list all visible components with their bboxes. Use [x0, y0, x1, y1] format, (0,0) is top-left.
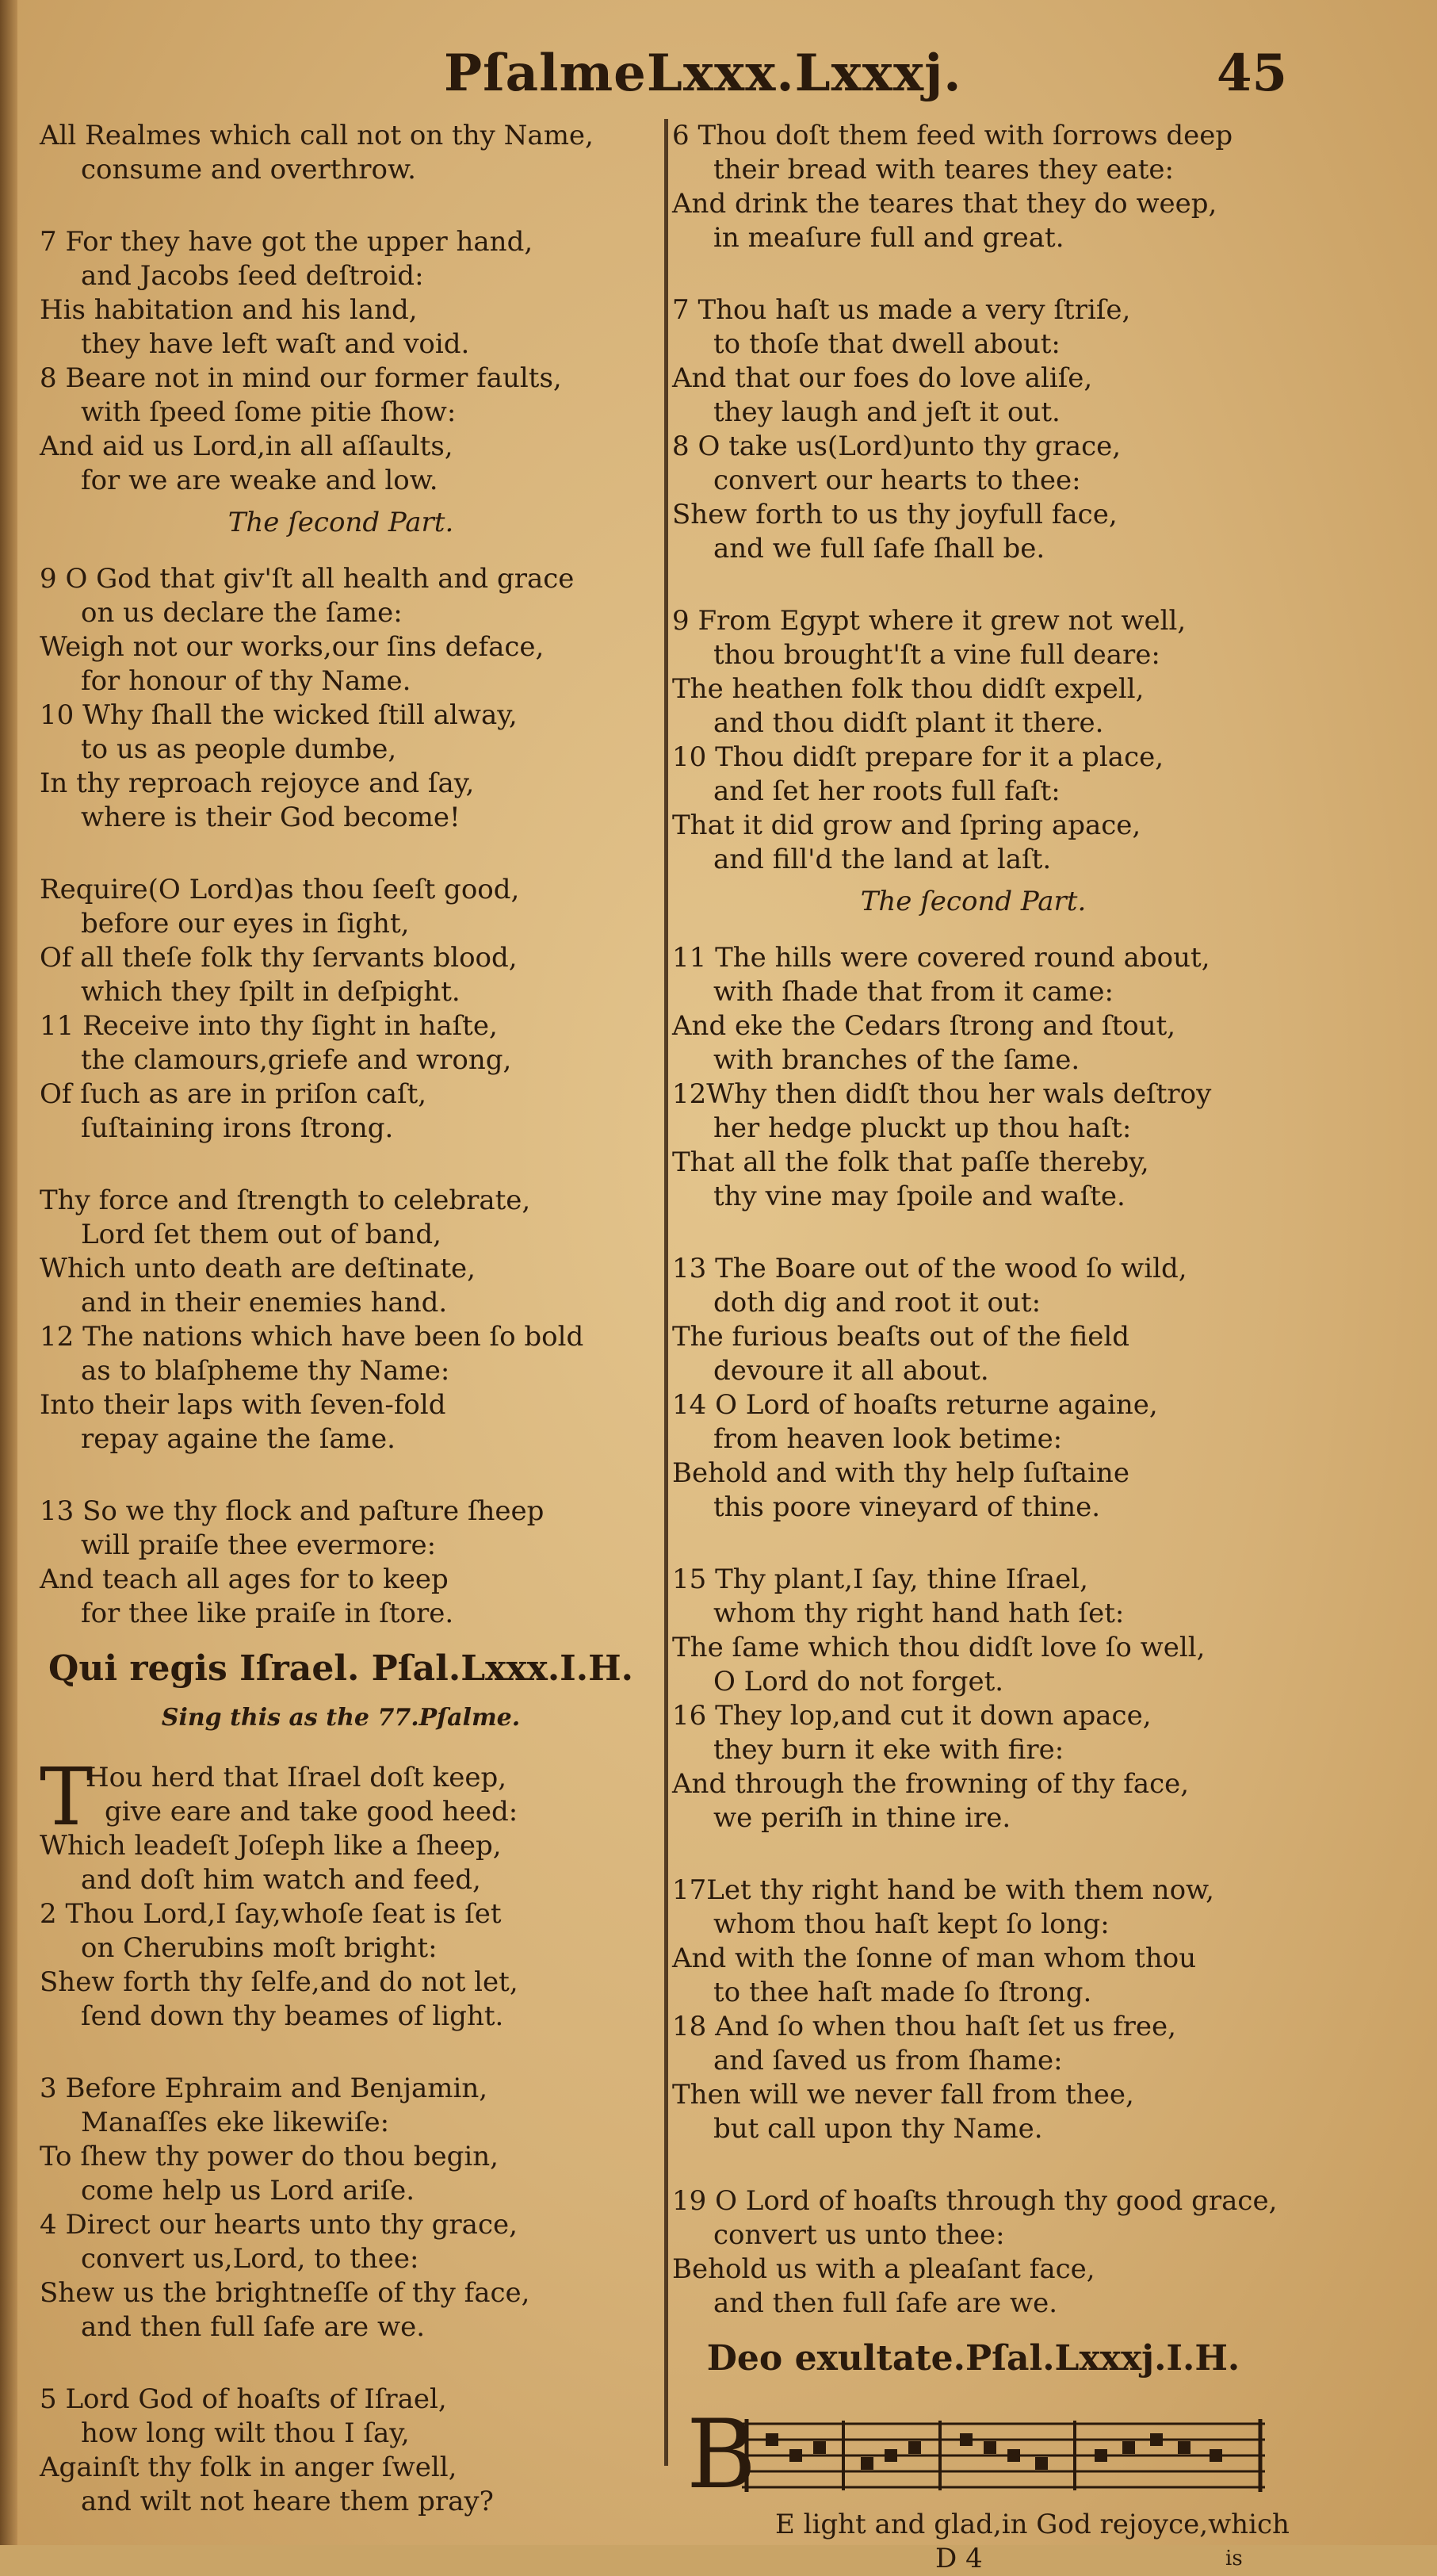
stanza — [672, 1563, 1275, 1835]
verse-line: and we full ſafe ſhall be. — [713, 533, 1045, 565]
verse-line: with ſhade that from it came: — [713, 976, 1114, 1008]
verse-line: her hedge pluckt up thou haſt: — [713, 1112, 1132, 1144]
verse-line: from heaven look betime: — [713, 1423, 1063, 1455]
verse-line: 3 Before Ephraim and Benjamin, — [40, 2073, 488, 2104]
verse-line: His habitation and his land, — [40, 294, 418, 326]
verse-line: 11 Receive into thy ſight in haſte, — [40, 1010, 498, 1042]
verse-line: convert us,Lord, to thee: — [81, 2243, 419, 2275]
verse-line: with ſpeed ſome pitie ſhow: — [81, 396, 457, 428]
verse-line: to thee haſt made ſo ſtrong. — [713, 1977, 1092, 2008]
verse-line: how long wilt thou I ſay, — [81, 2417, 410, 2449]
verse-line: 9 O God that giv'ſt all health and grace — [40, 563, 575, 595]
verse-line: 8 Beare not in mind our former faults, — [40, 362, 562, 394]
verse-line: consume and overthrow. — [81, 154, 416, 186]
verse-line: Which leadeſt Joſeph like a ſheep, — [40, 1830, 502, 1862]
verse-line: for thee like praiſe in ſtore. — [81, 1598, 454, 1629]
lyric-line: E light and glad,in God rejoyce,which — [775, 2509, 1290, 2540]
verse-line: Manaſſes eke likewiſe: — [81, 2107, 390, 2138]
verse-line: And aid us Lord,in all aſſaults, — [40, 431, 453, 462]
running-title: PſalmeLxxx.Lxxxj. — [444, 44, 962, 103]
verse-line: they have left waſt and void. — [81, 328, 470, 360]
verse-line: Of ſuch as are in priſon caſt, — [40, 1078, 427, 1110]
stanza — [672, 293, 1275, 566]
verse-line: 19 O Lord of hoaſts through thy good grace, — [672, 2185, 1278, 2217]
verse-line: ſuſtaining irons ſtrong. — [81, 1112, 394, 1144]
verse-line: repay againe the ſame. — [81, 1423, 396, 1455]
verse-line: and ſet her roots full faſt: — [713, 775, 1061, 807]
verse-line: Of all theſe folk thy ſervants blood, — [40, 942, 518, 974]
verse-line: doth dig and root it out: — [713, 1287, 1041, 1319]
verse-line: To ſhew thy power do thou begin, — [40, 2141, 499, 2172]
stanza — [40, 873, 642, 1146]
verse-line: they laugh and jeſt it out. — [713, 396, 1061, 428]
verse-line: The furious beaſts out of the field — [672, 1321, 1130, 1353]
verse-line: That it did grow and ſpring apace, — [672, 810, 1141, 841]
verse-line: this poore vineyard of thine. — [713, 1491, 1101, 1523]
verse-line: Into their laps with ſeven-fold — [40, 1389, 446, 1421]
verse-line: whom thy right hand hath ſet: — [713, 1598, 1125, 1629]
psalm-heading: Deo exultate.Pſal.Lxxxj.I.H. — [706, 2338, 1240, 2379]
verse-line: with branches of the ſame. — [713, 1044, 1080, 1076]
stanza — [40, 2072, 642, 2344]
left-column — [40, 119, 642, 2517]
verse-line: and ſaved us from ſhame: — [713, 2045, 1063, 2076]
verse-line: That all the folk that paſſe thereby, — [672, 1146, 1149, 1178]
verse-line: as to blaſpheme thy Name: — [81, 1355, 450, 1387]
running-header — [0, 44, 1437, 115]
tune-direction: Sing this as the 77.Pſalme. — [161, 1704, 521, 1732]
verse-line: thy vine may ſpoile and waſte. — [713, 1181, 1126, 1212]
verse-line: on us declare the ſame: — [81, 597, 403, 629]
page-number: 45 — [1217, 44, 1288, 103]
stanza — [672, 119, 1275, 255]
verse-line: Shew forth thy ſelfe,and do not let, — [40, 1966, 518, 1998]
verse-line: and then full ſafe are we. — [81, 2311, 426, 2343]
verse-line: Require(O Lord)as thou ſeeſt good, — [40, 874, 520, 905]
verse-line: and wilt not heare them pray? — [81, 2486, 494, 2517]
music-staff-block — [672, 2400, 1275, 2510]
verse-line: And through the frowning of thy face, — [672, 1768, 1190, 1800]
verse-line: Hou herd that Iſrael doſt keep, — [86, 1762, 507, 1793]
verse-line: come help us Lord ariſe. — [81, 2175, 415, 2207]
verse-line: The heathen folk thou didſt expell, — [672, 673, 1145, 705]
verse-line: And with the ſonne of man whom thou — [672, 1943, 1197, 1974]
signature-line — [672, 2542, 1275, 2576]
music-initial: B — [686, 2400, 757, 2510]
verse-line: 15 Thy plant,I ſay, thine Iſrael, — [672, 1564, 1088, 1595]
verse-line: 11 The hills were covered round about, — [672, 942, 1210, 974]
verse-line: whom thou haſt kept ſo long: — [713, 1908, 1110, 1940]
psalm80-end-stanzas — [40, 119, 642, 498]
verse-line: All Realmes which call not on thy Name, — [40, 120, 594, 151]
verse-line: convert us unto thee: — [713, 2219, 1005, 2251]
verse-line: the clamours,griefe and wrong, — [81, 1044, 512, 1076]
verse-line: which they ſpilt in deſpight. — [81, 976, 461, 1008]
verse-line: to us as people dumbe, — [81, 733, 397, 765]
verse-line: 17Let thy right hand be with them now, — [672, 1874, 1214, 1906]
verse-line: and Jacobs ſeed deſtroid: — [81, 260, 424, 292]
psalm-heading: Qui regis Iſrael. Pſal.Lxxx.I.H. — [48, 1648, 633, 1689]
stanza — [672, 604, 1275, 877]
stanza — [672, 1874, 1275, 2146]
drop-capital: T — [40, 1751, 93, 1843]
verse-line: 13 So we thy flock and paſture ſheep — [40, 1495, 545, 1527]
verse-line: and then full ſafe are we. — [713, 2287, 1058, 2319]
verse-line: And that our foes do love aliſe, — [672, 362, 1093, 394]
verse-line: their bread with teares they eate: — [713, 154, 1174, 186]
stanza — [40, 1495, 642, 1631]
verse-line: 14 O Lord of hoaſts returne againe, — [672, 1389, 1158, 1421]
verse-line: Then will we never fall from thee, — [672, 2079, 1134, 2111]
catchword: is — [1225, 2547, 1243, 2570]
verse-line: thou brought'ſt a vine full deare: — [713, 639, 1160, 671]
verse-line: to thoſe that dwell about: — [713, 328, 1061, 360]
verse-line: and doſt him watch and feed, — [81, 1864, 481, 1896]
verse-line: in meaſure full and great. — [713, 222, 1064, 254]
column-rule — [664, 119, 668, 2466]
verse-line: And drink the teares that they do weep, — [672, 188, 1217, 220]
verse-line: Which unto death are deſtinate, — [40, 1253, 476, 1284]
verse-line: ſend down thy beames of light. — [81, 2000, 504, 2032]
stanza — [672, 1252, 1275, 1525]
verse-line: Behold and with thy help ſuſtaine — [672, 1457, 1129, 1489]
stanza — [672, 941, 1275, 1214]
verse-line: convert our hearts to thee: — [713, 465, 1081, 496]
part-label: The ſecond Part. — [227, 507, 454, 538]
verse-line: 7 Thou haſt us made a very ſtriſe, — [672, 294, 1131, 326]
verse-line: for honour of thy Name. — [81, 665, 411, 697]
verse-line: for we are weake and low. — [81, 465, 438, 496]
verse-line: Shew forth to us thy joyfull face, — [672, 499, 1118, 530]
stanza — [672, 2184, 1278, 2321]
verse-line: before our eyes in ſight, — [81, 908, 410, 940]
verse-line: devoure it all about. — [713, 1355, 989, 1387]
stanza — [40, 2383, 642, 2519]
verse-line: 10 Why ſhall the wicked ſtill alway, — [40, 699, 518, 731]
verse-line: Behold us with a pleaſant face, — [672, 2253, 1095, 2285]
verse-line: we periſh in thine ire. — [713, 1802, 1011, 1834]
verse-line: and fill'd the land at laſt. — [713, 844, 1052, 875]
verse-line: 9 From Egypt where it grew not well, — [672, 605, 1187, 637]
verse-line: and thou didſt plant it there. — [713, 707, 1104, 739]
verse-line: 10 Thou didſt prepare for it a place, — [672, 741, 1164, 773]
stanza — [40, 1184, 642, 1456]
verse-line: 2 Thou Lord,I ſay,whoſe ſeat is ſet — [40, 1898, 502, 1930]
verse-line: 18 And ſo when thou haſt ſet us free, — [672, 2011, 1176, 2042]
verse-line: 7 For they have got the upper hand, — [40, 226, 533, 258]
verse-line: 6 Thou doſt them feed with ſorrows deep — [672, 120, 1233, 151]
stanza — [40, 562, 642, 835]
verse-line: but call upon thy Name. — [713, 2113, 1043, 2145]
verse-line: 4 Direct our hearts unto thy grace, — [40, 2209, 518, 2241]
verse-line: Thy force and ſtrength to celebrate, — [40, 1185, 531, 1216]
verse-line: 13 The Boare out of the wood ſo wild, — [672, 1253, 1187, 1284]
part-label: The ſecond Part. — [860, 886, 1087, 917]
verse-line: Shew us the brightneſſe of thy face, — [40, 2277, 530, 2309]
page-edge — [0, 0, 17, 2545]
verse-line: The ſame which thou didſt love ſo well, — [672, 1632, 1206, 1663]
verse-line: give eare and take good heed: — [105, 1796, 518, 1828]
verse-line: Againſt thy folk in anger ſwell, — [40, 2452, 457, 2483]
verse-line: O Lord do not forget. — [713, 1666, 1004, 1698]
verse-line: and in their enemies hand. — [81, 1287, 448, 1319]
verse-line: will praiſe thee evermore: — [81, 1529, 437, 1561]
stanza — [40, 1751, 642, 2034]
verse-line: they burn it eke with fire: — [713, 1734, 1064, 1766]
music-staff — [742, 2413, 1265, 2500]
verse-line: 12 The nations which have been ſo bold — [40, 1321, 584, 1353]
verse-line: 12Why then didſt thou her wals deſtroy — [672, 1078, 1212, 1110]
verse-line: Lord ſet them out of band, — [81, 1219, 441, 1250]
verse-line: And eke the Cedars ſtrong and ſtout, — [672, 1010, 1176, 1042]
verse-line: Weigh not our works,our ſins deface, — [40, 631, 545, 663]
verse-line: where is their God become! — [81, 802, 461, 833]
verse-line: on Cherubins moſt bright: — [81, 1932, 438, 1964]
verse-line: 8 O take us(Lord)unto thy grace, — [672, 431, 1122, 462]
verse-line: 5 Lord God of hoaſts of Iſrael, — [40, 2383, 447, 2415]
verse-line: And teach all ages for to keep — [40, 1564, 449, 1595]
right-column — [672, 119, 1290, 2574]
verse-line: In thy reproach rejoyce and ſay, — [40, 767, 475, 799]
signature-mark: D 4 — [935, 2543, 983, 2574]
verse-line: 16 They lop,and cut it down apace, — [672, 1700, 1152, 1732]
